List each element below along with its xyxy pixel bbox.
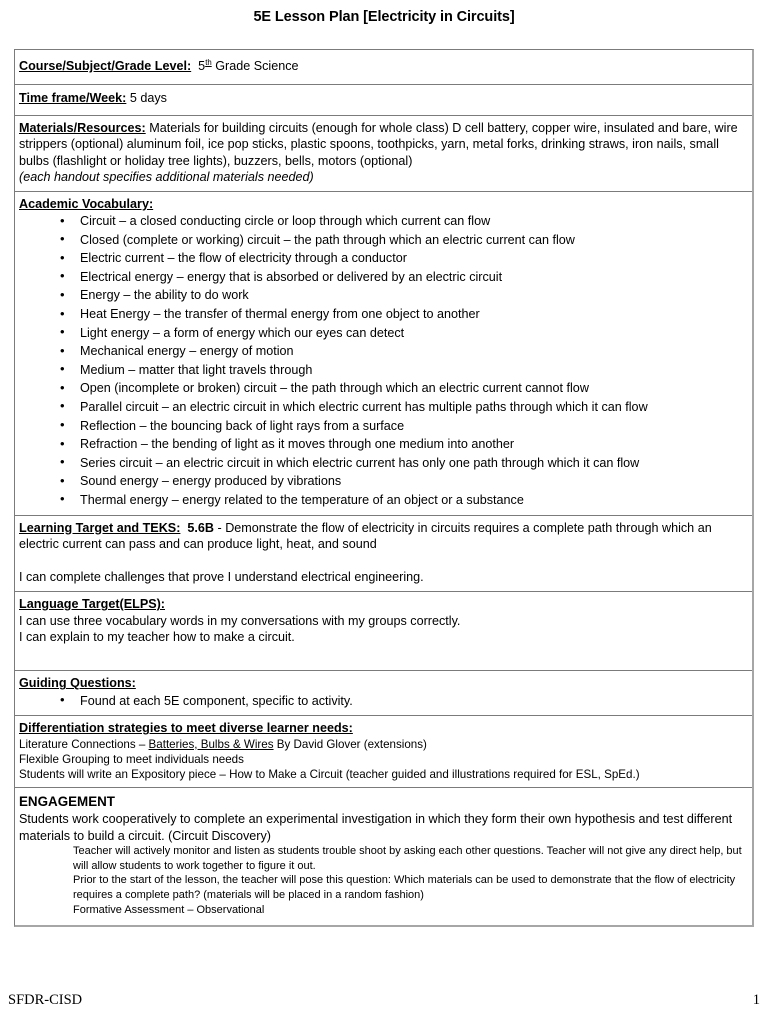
list-item: • Sound energy – energy produced by vibrations xyxy=(19,472,748,491)
language-target-label: Language Target(ELPS): xyxy=(19,597,166,612)
timeframe-label: Time frame/Week: xyxy=(19,90,127,105)
row-language-target-elps xyxy=(15,592,752,671)
page-footer xyxy=(8,991,760,1009)
book-title: Batteries, Bulbs & Wires xyxy=(148,737,274,751)
row-differentiation-strategies xyxy=(15,716,752,788)
teks-text: - Demonstrate the flow of electricity in circuits requires a complete path through which an electric current can pass and can produce light, heat, and sound xyxy=(19,520,712,551)
list-item: • Electrical energy – energy that is absorbed or delivered by an electric circuit xyxy=(19,268,748,287)
list-item: • Mechanical energy – energy of motion xyxy=(19,342,748,361)
engagement-details xyxy=(19,844,748,917)
engagement-label: ENGAGEMENT xyxy=(19,794,115,810)
row-engagement xyxy=(15,788,752,925)
list-item: • Refraction – the bending of light as it moves through one medium into another xyxy=(19,435,748,454)
row-materials-resources xyxy=(15,116,752,192)
page-title: 5E Lesson Plan [Electricity in Circuits] xyxy=(253,9,515,25)
list-item: • Light energy – a form of energy which our eyes can detect xyxy=(19,324,748,343)
differentiation-label: Differentiation strategies to meet diverse learner needs: xyxy=(19,721,353,736)
engagement-detail: Formative Assessment – Observational xyxy=(73,903,265,916)
differentiation-line-2: Flexible Grouping to meet individuals needs xyxy=(19,752,244,766)
list-item: • Parallel circuit – an electric circuit in which electric current has multiple paths through which it can flow xyxy=(19,398,748,417)
vocabulary-label: Academic Vocabulary: xyxy=(19,196,154,211)
list-item: • Closed (complete or working) circuit – the path through which an electric current can flow xyxy=(19,231,748,250)
guiding-questions-list xyxy=(19,692,748,711)
footer-district-name: SFDR-CISD xyxy=(8,992,83,1008)
language-target-line: I can use three vocabulary words in my conversations with my groups correctly. xyxy=(19,613,461,628)
language-target-line: I can explain to my teacher how to make a circuit. xyxy=(19,629,295,644)
materials-value: Materials for building circuits (enough for whole class) D cell battery, copper wire, insulated and bare, wire strippers (optional) aluminum foil, ice pop sticks, plastic spoons, toothpicks, yarn, metal forks, drinking straws, iron nails, small bulbs (flashlight or holiday tree lights), buzzers, bells, motors (optional) xyxy=(19,121,738,168)
footer-page-number: 1 xyxy=(752,992,760,1008)
row-learning-target-teks xyxy=(15,516,752,593)
list-item: • Thermal energy – energy related to the temperature of an object or a substance xyxy=(19,491,748,510)
guiding-questions-label: Guiding Questions: xyxy=(19,676,136,691)
differentiation-line-1: Literature Connections – Batteries, Bulbs & Wires By David Glover (extensions) xyxy=(19,737,427,751)
list-item: • Circuit – a closed conducting circle or loop through which current can flow xyxy=(19,212,748,231)
course-value: 5th Grade Science xyxy=(198,58,299,74)
teks-code: 5.6B xyxy=(187,520,215,535)
course-label: Course/Subject/Grade Level: xyxy=(19,59,192,74)
materials-label: Materials/Resources: xyxy=(19,121,146,135)
list-item: • Reflection – the bouncing back of light rays from a surface xyxy=(19,417,748,436)
row-course-subject-grade xyxy=(15,50,752,85)
row-academic-vocabulary xyxy=(15,192,752,516)
row-time-frame xyxy=(15,85,752,116)
list-item: • Open (incomplete or broken) circuit – the path through which an electric current cannot flow xyxy=(19,379,748,398)
row-guiding-questions xyxy=(15,671,752,716)
list-item: • Energy – the ability to do work xyxy=(19,286,748,305)
grade-suffix: th xyxy=(205,58,212,67)
list-item: • Medium – matter that light travels through xyxy=(19,361,748,380)
learning-target-label: Learning Target and TEKS: xyxy=(19,520,181,535)
list-item: • Heat Energy – the transfer of thermal energy from one object to another xyxy=(19,305,748,324)
engagement-detail: Prior to the start of the lesson, the teacher will pose this question: Which materials can be used to demonstrate that the flow of electricity requires a complete path? (materials will be placed in a random fashion) xyxy=(73,874,736,901)
timeframe-value: 5 days xyxy=(126,90,167,105)
vocabulary-list xyxy=(19,212,748,510)
list-item: • Series circuit – an electric circuit in which electric current has only one path through which it can flow xyxy=(19,454,748,473)
engagement-detail: Teacher will actively monitor and listen as students trouble shoot by asking each other questions. Teacher will not give any direct help, but will allow students to work together to figure it out. xyxy=(73,845,742,872)
learning-target-i-can: I can complete challenges that prove I understand electrical engineering. xyxy=(19,569,424,584)
differentiation-line-3: Students will write an Expository piece – How to Make a Circuit (teacher guided and illustrations required for ESL, SpEd.) xyxy=(19,768,640,782)
lesson-plan-table xyxy=(14,49,754,927)
engagement-intro: Students work cooperatively to complete an experimental investigation in which they form their own hypothesis and test different materials to build a circuit. (Circuit Discovery) xyxy=(19,812,733,843)
materials-note: (each handout specifies additional materials needed) xyxy=(19,170,314,185)
spacer xyxy=(19,552,748,568)
list-item: • Found at each 5E component, specific to activity. xyxy=(19,692,748,711)
list-item: • Electric current – the flow of electricity through a conductor xyxy=(19,249,748,268)
